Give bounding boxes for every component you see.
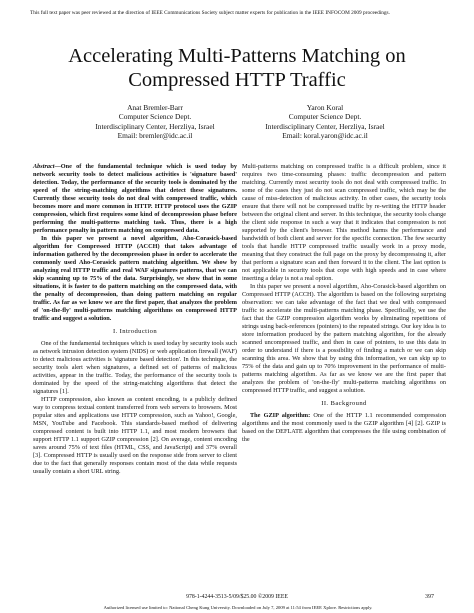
right-column (242, 163, 446, 444)
right-paragraph-2: In this paper we present a novel algorithm, Aho-Corasick-based algorithm on Compressed HTTP (ACCH). The algorithm is based on the following surprising observation: we can take advantage of the fact that we deal with compressed traffic to accelerate the multi-patterns matching phase. Specifically, we use the fact that the GZIP compression algorithm works by eliminating repetitions of strings using back-references (pointers) to the repeated strings. Our key idea is to store information produced by the pattern matching algorithm, for the already scanned uncompressed traffic, and then in case of pointers, to use this data in order to understand if there is a possibility of finding a match or we can skip scanning this area. We show that by using this information, we can skip up to 75% of the data and gain up to 70% improvement in the performance of multi-patterns matching algorithm. As far as we know we are the first paper that analyzes the problem of 'on-the-fly' multi-patterns matching algorithms on compressed HTTP traffic, and suggest a solution. (242, 283, 446, 394)
section-heading-background: II. Background (321, 400, 367, 407)
author-name: Anat Bremler-Barr (127, 103, 183, 112)
section-heading-introduction: I. Introduction (112, 328, 158, 335)
abstract-text-1: One of the fundamental technique which is used today by network security tools to detect malicious activities is 'signature based' detection. Today, the performance of the security tools is dominated by the speed of the string-matching algorithms that detect these signatures. Currently these security tools do not deal with compressed traffic, which becomes more and more common in HTTP. HTTP protocol uses the GZIP compression, which first requires some kind of decompression phase before performing the multi-patterns matching task. Thus, there is a high performance penalty in pattern matching on compressed data. (33, 163, 237, 234)
right-paragraph-1: Multi-patterns matching on compressed traffic is a difficult problem, since it requires two time-consuming phases: traffic decompression and pattern matching. Currently most security tools do not deal with compressed traffic. In some of the cases they just do not scan compressed traffic, which may be the cause of miss-detection of malicious activity. In other cases, the security tools ensure that there will not be compressed traffic by re-writing the HTTP header between the original client and server. In this technique, the security tools change the client side response in such a way that it indicates that compression is not supported by the client's browser. This method harms the performance and bandwidth of both client and server for the specific connection. The few security tools that handle HTTP compressed traffic usually work in a proxy mode, meaning that they construct the full page on the proxy by decompressing it, after that perform a signature scan and then forward it to the client. The last option is not applicable in security tools that cope with high speeds and in case where inserting a delay is not a real option. (242, 163, 446, 282)
paper-title (0, 44, 474, 92)
author-school: Interdisciplinary Center, Herzliya, Israel (265, 121, 385, 131)
abstract-paragraph-2: In this paper we present a novel algorithm, Aho-Corasick-based algorithm for Compressed HTTP (ACCH) that takes advantage of information gathered by the decompression phase in order to accelerate the commonly used Aho-Corasick pattern matching algorithm. We show by analyzing real HTTP traffic and real WAF signatures patterns, that we can skip scanning up to 75% of the data. Surprisingly, we show that in some situations, it is faster to do pattern matching on the compressed data, with the penalty of decompression, than doing pattern matching on regular traffic. As far as we know we are the first paper, that analyzes the problem of 'on-the-fly' multi-patterns matching algorithms on compressed HTTP traffic and suggest a solution. (33, 235, 237, 322)
title-line-1: Accelerating Multi-Patterns Matching on (68, 45, 406, 67)
intro-paragraph-2: HTTP compression, also known as content encoding, is a publicly defined way to compress textual content transferred from web servers to browsers. Most popular sites and applications use HTTP compression, such as Yahoo!, Google, MSN, YouTube and Facebook. This standards-based method of delivering compressed content is built into HTTP 1.1, and most modern browsers that support HTTP 1.1 support GZIP compression [2]. On average, content encoding saves around 75% of text files (HTML, CSS, and JavaScript) and 37% overall [3]. Compressed HTTP is usually used on the response side from server to client due to the fact that generally responses contain most of the data while requests usually contain a short URL string. (33, 396, 237, 475)
background-lead: The GZIP algorithm: (250, 412, 311, 419)
author-email: Email: bremler@idc.ac.il (117, 131, 193, 141)
author-school: Interdisciplinary Center, Herzliya, Israel (95, 121, 215, 131)
author-dept: Computer Science Dept. (288, 112, 362, 122)
abstract-paragraph-1: Abstract—One of the fundamental technique which is used today by network security tools to detect malicious activities is 'signature based' detection. Today, the performance of the security tools is dominated by the speed of the string-matching algorithms that detect these signatures. Currently these security tools do not deal with compressed traffic, which becomes more and more common in HTTP. HTTP protocol uses the GZIP compression, which first requires some kind of decompression phase before performing the multi-patterns matching task. Thus, there is a high performance penalty in pattern matching on compressed data. (33, 163, 237, 234)
background-text: One of the HTTP 1.1 recommended compression algorithms and the most commonly used is the GZIP algorithm [4] [2]. GZIP is based on the DEFLATE algorithm that compresses the file using combination of the (242, 412, 447, 443)
footer-isbn: 978-1-4244-3513-5/09/$25.00 ©2009 IEEE (186, 594, 288, 600)
author-dept: Computer Science Dept. (118, 112, 192, 122)
left-column (33, 163, 237, 476)
author-block-1 (70, 103, 240, 141)
license-note: Authorized licensed use limited to: National Cheng Kung University. Downloaded on July 7, 2009 at 11:54 from IEEE Xplore. Restrictions apply. (103, 605, 373, 610)
author-email: Email: koral.yaron@idc.ac.il (282, 131, 368, 141)
abstract-label: Abstract (33, 163, 55, 170)
intro-paragraph-1: One of the fundamental techniques which is used today by security tools such as network intrusion detection system (NIDS) or web application firewall (WAF) to detect malicious activities is 'signature based detection'. In this technique, the security tools alert when signatures, a defined set of patterns of malicious activities, appear in the traffic. Today, the performance of the security tools is dominated by the speed of the string-matching algorithms that detect the signatures [1]. (33, 340, 237, 395)
author-block-2 (240, 103, 410, 141)
title-line-2: Compressed HTTP Traffic (128, 69, 346, 91)
author-name: Yaron Koral (306, 103, 344, 112)
page-number: 397 (425, 594, 434, 600)
header-note: This full text paper was peer reviewed at the direction of IEEE Communications Society subject matter experts for publication in the IEEE INFOCOM 2009 proceedings. (30, 10, 390, 16)
background-paragraph-1 (242, 412, 446, 444)
